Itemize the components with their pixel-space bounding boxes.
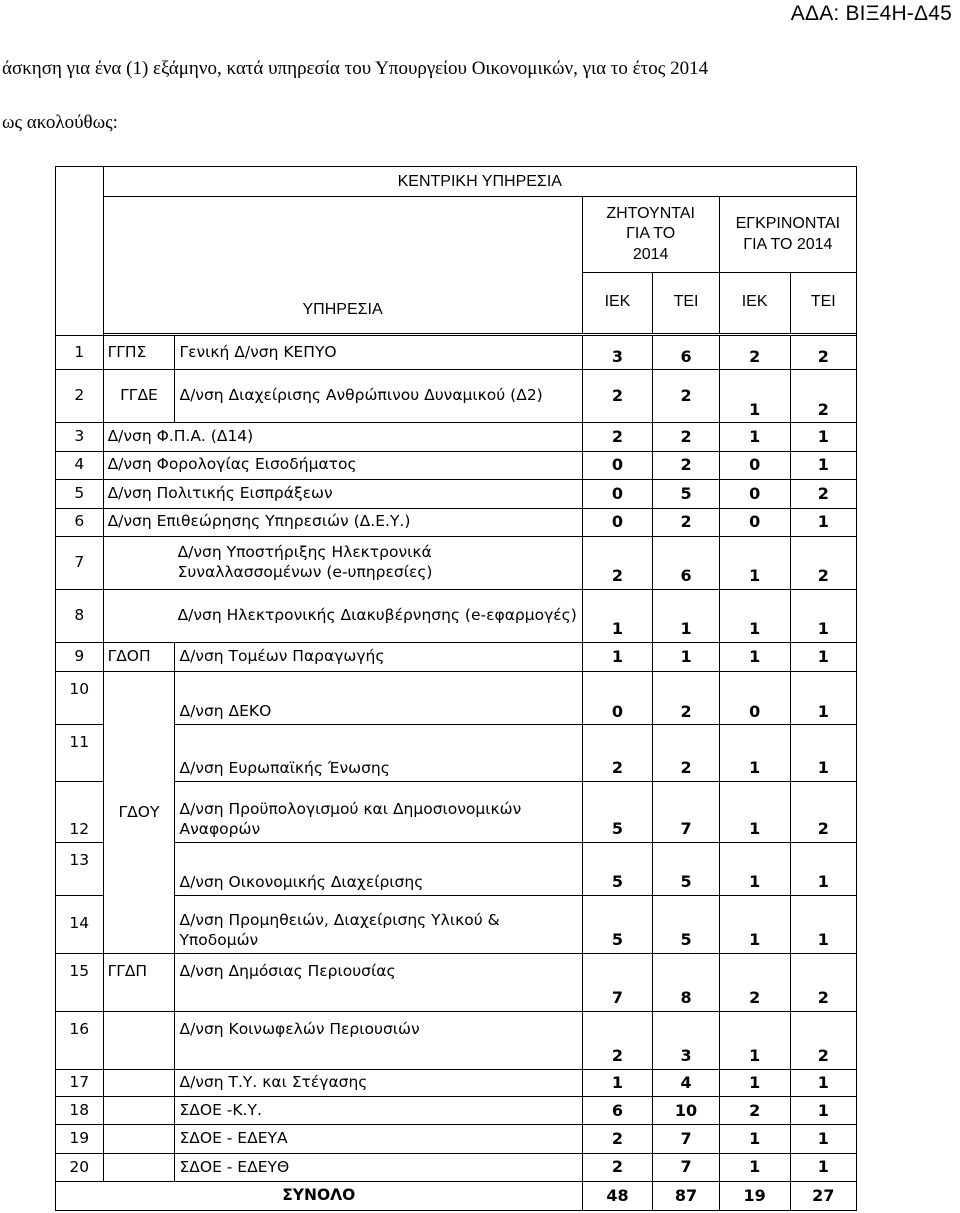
row-number: 6 bbox=[56, 508, 104, 536]
value-cell: 2 bbox=[582, 1011, 653, 1069]
service-name: Δ/νση Τομέων Παραγωγής bbox=[175, 642, 582, 671]
table-row bbox=[56, 725, 857, 782]
value-cell: 0 bbox=[582, 480, 653, 508]
value-cell: 0 bbox=[719, 480, 790, 508]
group-cell-empty bbox=[103, 1011, 175, 1069]
value-cell: 6 bbox=[653, 536, 719, 589]
value-cell: 0 bbox=[582, 672, 653, 725]
group-label: ΓΔΟΠ bbox=[103, 642, 175, 671]
value-cell: 2 bbox=[653, 725, 719, 782]
value-cell: 2 bbox=[719, 953, 790, 1011]
value-cell: 1 bbox=[582, 642, 653, 671]
row-number: 14 bbox=[56, 895, 104, 953]
value-cell: 2 bbox=[790, 335, 856, 370]
table-row bbox=[56, 1097, 857, 1125]
row-number: 15 bbox=[56, 953, 104, 1011]
approved-tei-header: ΤΕΙ bbox=[790, 272, 856, 333]
value-cell: 1 bbox=[719, 1069, 790, 1096]
value-cell: 1 bbox=[719, 536, 790, 589]
table-row bbox=[56, 370, 857, 423]
value-cell: 1 bbox=[790, 895, 856, 953]
service-name: ΣΔΟΕ - ΕΔΕΥΘ bbox=[175, 1153, 582, 1181]
total-label: ΣΥΝΟΛΟ bbox=[56, 1182, 583, 1211]
requested-iek-header: ΙΕΚ bbox=[582, 272, 653, 333]
row-number: 9 bbox=[56, 642, 104, 671]
value-cell: 2 bbox=[790, 370, 856, 423]
group-label: ΓΔΟΥ bbox=[103, 672, 175, 954]
approved-header: ΕΓΚΡΙΝΟΝΤΑΙ ΓΙΑ ΤΟ 2014 bbox=[719, 197, 856, 272]
row-number: 10 bbox=[56, 672, 104, 725]
table-row bbox=[56, 781, 857, 842]
table-row bbox=[56, 1125, 857, 1153]
value-cell: 6 bbox=[582, 1097, 653, 1125]
value-cell: 2 bbox=[790, 480, 856, 508]
row-number: 16 bbox=[56, 1011, 104, 1069]
service-name: Δ/νση Δημόσιας Περιουσίας bbox=[175, 953, 582, 1011]
value-cell: 0 bbox=[719, 508, 790, 536]
value-cell: 1 bbox=[582, 589, 653, 642]
table-row bbox=[56, 589, 857, 642]
value-cell: 1 bbox=[790, 1125, 856, 1153]
value-cell: 0 bbox=[719, 672, 790, 725]
value-cell: 1 bbox=[790, 672, 856, 725]
value-cell: 2 bbox=[719, 335, 790, 370]
intro-line-2: ως ακολούθως: bbox=[2, 112, 118, 133]
service-name: Δ/νση Φορολογίας Εισοδήματος bbox=[103, 451, 582, 479]
service-name: Δ/νση Φ.Π.Α. (Δ14) bbox=[103, 423, 582, 451]
group-label: ΓΓΔΠ bbox=[103, 953, 175, 1011]
group-cell-empty bbox=[103, 1069, 175, 1096]
table-row bbox=[56, 335, 857, 370]
table-row bbox=[56, 672, 857, 725]
value-cell: 1 bbox=[653, 642, 719, 671]
value-cell: 0 bbox=[719, 451, 790, 479]
value-cell: 1 bbox=[790, 1069, 856, 1096]
service-name: Δ/νση Υποστήριξης Ηλεκτρονικά Συναλλασσομένων (e-υπηρεσίες) bbox=[103, 536, 582, 589]
value-cell: 0 bbox=[582, 451, 653, 479]
value-cell: 1 bbox=[790, 842, 856, 895]
value-cell: 2 bbox=[582, 1153, 653, 1181]
header-row-titles bbox=[56, 197, 857, 272]
value-cell: 1 bbox=[719, 842, 790, 895]
value-cell: 2 bbox=[790, 536, 856, 589]
corner-cell bbox=[56, 167, 104, 336]
table-row bbox=[56, 895, 857, 953]
table-row bbox=[56, 1011, 857, 1069]
service-name: Δ/νση Προϋπολογισμού και Δημοσιονομικών Αναφορών bbox=[175, 781, 582, 842]
row-number: 3 bbox=[56, 423, 104, 451]
value-cell: 1 bbox=[790, 589, 856, 642]
value-cell: 5 bbox=[582, 842, 653, 895]
total-value: 27 bbox=[790, 1182, 856, 1211]
service-name: Δ/νση Κοινωφελών Περιουσιών bbox=[175, 1011, 582, 1069]
value-cell: 3 bbox=[582, 335, 653, 370]
row-number: 13 bbox=[56, 842, 104, 895]
value-cell: 5 bbox=[582, 781, 653, 842]
service-name: Δ/νση Ευρωπαϊκής Ένωσης bbox=[175, 725, 582, 782]
service-header: ΥΠΗΡΕΣΙΑ bbox=[103, 197, 582, 333]
row-number: 8 bbox=[56, 589, 104, 642]
total-value: 19 bbox=[719, 1182, 790, 1211]
value-cell: 1 bbox=[719, 370, 790, 423]
table-row bbox=[56, 536, 857, 589]
value-cell: 3 bbox=[653, 1011, 719, 1069]
group-cell-empty bbox=[103, 1097, 175, 1125]
service-name: Δ/νση Ηλεκτρονικής Διακυβέρνησης (e-εφαρμογές) bbox=[103, 589, 582, 642]
allocation-table bbox=[55, 166, 857, 1211]
group-label: ΓΓΠΣ bbox=[103, 335, 175, 370]
value-cell: 1 bbox=[719, 725, 790, 782]
value-cell: 1 bbox=[719, 895, 790, 953]
group-cell-empty bbox=[103, 1125, 175, 1153]
value-cell: 7 bbox=[582, 953, 653, 1011]
value-cell: 2 bbox=[719, 1097, 790, 1125]
service-name: Δ/νση Επιθεώρησης Υπηρεσιών (Δ.Ε.Υ.) bbox=[103, 508, 582, 536]
value-cell: 2 bbox=[653, 672, 719, 725]
value-cell: 1 bbox=[719, 1011, 790, 1069]
value-cell: 2 bbox=[582, 423, 653, 451]
value-cell: 5 bbox=[653, 842, 719, 895]
value-cell: 1 bbox=[653, 589, 719, 642]
row-number: 1 bbox=[56, 335, 104, 370]
service-name: Γενική Δ/νση ΚΕΠΥΟ bbox=[175, 335, 582, 370]
table-row bbox=[56, 1153, 857, 1181]
value-cell: 2 bbox=[653, 451, 719, 479]
table-row bbox=[56, 642, 857, 671]
row-number: 20 bbox=[56, 1153, 104, 1181]
value-cell: 1 bbox=[719, 781, 790, 842]
value-cell: 0 bbox=[582, 508, 653, 536]
value-cell: 5 bbox=[653, 895, 719, 953]
value-cell: 8 bbox=[653, 953, 719, 1011]
value-cell: 2 bbox=[582, 725, 653, 782]
row-number: 19 bbox=[56, 1125, 104, 1153]
value-cell: 1 bbox=[790, 423, 856, 451]
value-cell: 2 bbox=[653, 508, 719, 536]
row-number: 12 bbox=[56, 781, 104, 842]
value-cell: 1 bbox=[582, 1069, 653, 1096]
service-name: ΣΔΟΕ - ΕΔΕΥΑ bbox=[175, 1125, 582, 1153]
table-row bbox=[56, 508, 857, 536]
value-cell: 1 bbox=[719, 1125, 790, 1153]
table-row bbox=[56, 953, 857, 1011]
row-number: 17 bbox=[56, 1069, 104, 1096]
row-number: 2 bbox=[56, 370, 104, 423]
total-value: 87 bbox=[653, 1182, 719, 1211]
intro-line-1: άσκηση για ένα (1) εξάμηνο, κατά υπηρεσία του Υπουργείου Οικονομικών, για το έτος 2014 bbox=[2, 58, 709, 79]
service-name: Δ/νση Διαχείρισης Ανθρώπινου Δυναμικού (Δ2) bbox=[175, 370, 582, 423]
row-number: 11 bbox=[56, 725, 104, 782]
service-name: ΣΔΟΕ -Κ.Υ. bbox=[175, 1097, 582, 1125]
approved-iek-header: ΙΕΚ bbox=[719, 272, 790, 333]
value-cell: 2 bbox=[582, 370, 653, 423]
row-number: 5 bbox=[56, 480, 104, 508]
requested-header: ΖΗΤΟΥΝΤΑΙ ΓΙΑ ΤΟ 2014 bbox=[582, 197, 719, 272]
value-cell: 7 bbox=[653, 1153, 719, 1181]
service-name: Δ/νση Προμηθειών, Διαχείρισης Υλικού & Υποδομών bbox=[175, 895, 582, 953]
total-row bbox=[56, 1182, 857, 1211]
table-row bbox=[56, 423, 857, 451]
value-cell: 7 bbox=[653, 781, 719, 842]
value-cell: 1 bbox=[790, 1153, 856, 1181]
value-cell: 2 bbox=[790, 1011, 856, 1069]
central-service-header: ΚΕΝΤΡΙΚΗ ΥΠΗΡΕΣΙΑ bbox=[103, 167, 856, 197]
group-label: ΓΓΔΕ bbox=[103, 370, 175, 423]
service-name: Δ/νση Πολιτικής Εισπράξεων bbox=[103, 480, 582, 508]
service-name: Δ/νση Τ.Υ. και Στέγασης bbox=[175, 1069, 582, 1096]
value-cell: 2 bbox=[582, 1125, 653, 1153]
table-row bbox=[56, 1069, 857, 1096]
value-cell: 1 bbox=[790, 725, 856, 782]
value-cell: 2 bbox=[790, 781, 856, 842]
value-cell: 1 bbox=[790, 1097, 856, 1125]
group-cell-empty bbox=[103, 1153, 175, 1181]
table-row bbox=[56, 451, 857, 479]
value-cell: 1 bbox=[790, 642, 856, 671]
value-cell: 2 bbox=[653, 370, 719, 423]
value-cell: 5 bbox=[653, 480, 719, 508]
value-cell: 2 bbox=[653, 423, 719, 451]
value-cell: 4 bbox=[653, 1069, 719, 1096]
value-cell: 2 bbox=[790, 953, 856, 1011]
row-number: 18 bbox=[56, 1097, 104, 1125]
table-row bbox=[56, 842, 857, 895]
value-cell: 5 bbox=[582, 895, 653, 953]
value-cell: 7 bbox=[653, 1125, 719, 1153]
value-cell: 1 bbox=[719, 642, 790, 671]
row-number: 7 bbox=[56, 536, 104, 589]
value-cell: 2 bbox=[582, 536, 653, 589]
total-value: 48 bbox=[582, 1182, 653, 1211]
value-cell: 1 bbox=[719, 423, 790, 451]
service-name: Δ/νση Οικονομικής Διαχείρισης bbox=[175, 842, 582, 895]
value-cell: 1 bbox=[719, 589, 790, 642]
value-cell: 10 bbox=[653, 1097, 719, 1125]
value-cell: 1 bbox=[790, 451, 856, 479]
value-cell: 6 bbox=[653, 335, 719, 370]
value-cell: 1 bbox=[790, 508, 856, 536]
document-reference: ΑΔΑ: ΒΙΞ4Η-Δ45 bbox=[790, 2, 952, 25]
value-cell: 1 bbox=[719, 1153, 790, 1181]
service-name: Δ/νση ΔΕΚΟ bbox=[175, 672, 582, 725]
requested-tei-header: ΤΕΙ bbox=[653, 272, 719, 333]
row-number: 4 bbox=[56, 451, 104, 479]
table-row bbox=[56, 480, 857, 508]
header-row-central bbox=[56, 167, 857, 197]
